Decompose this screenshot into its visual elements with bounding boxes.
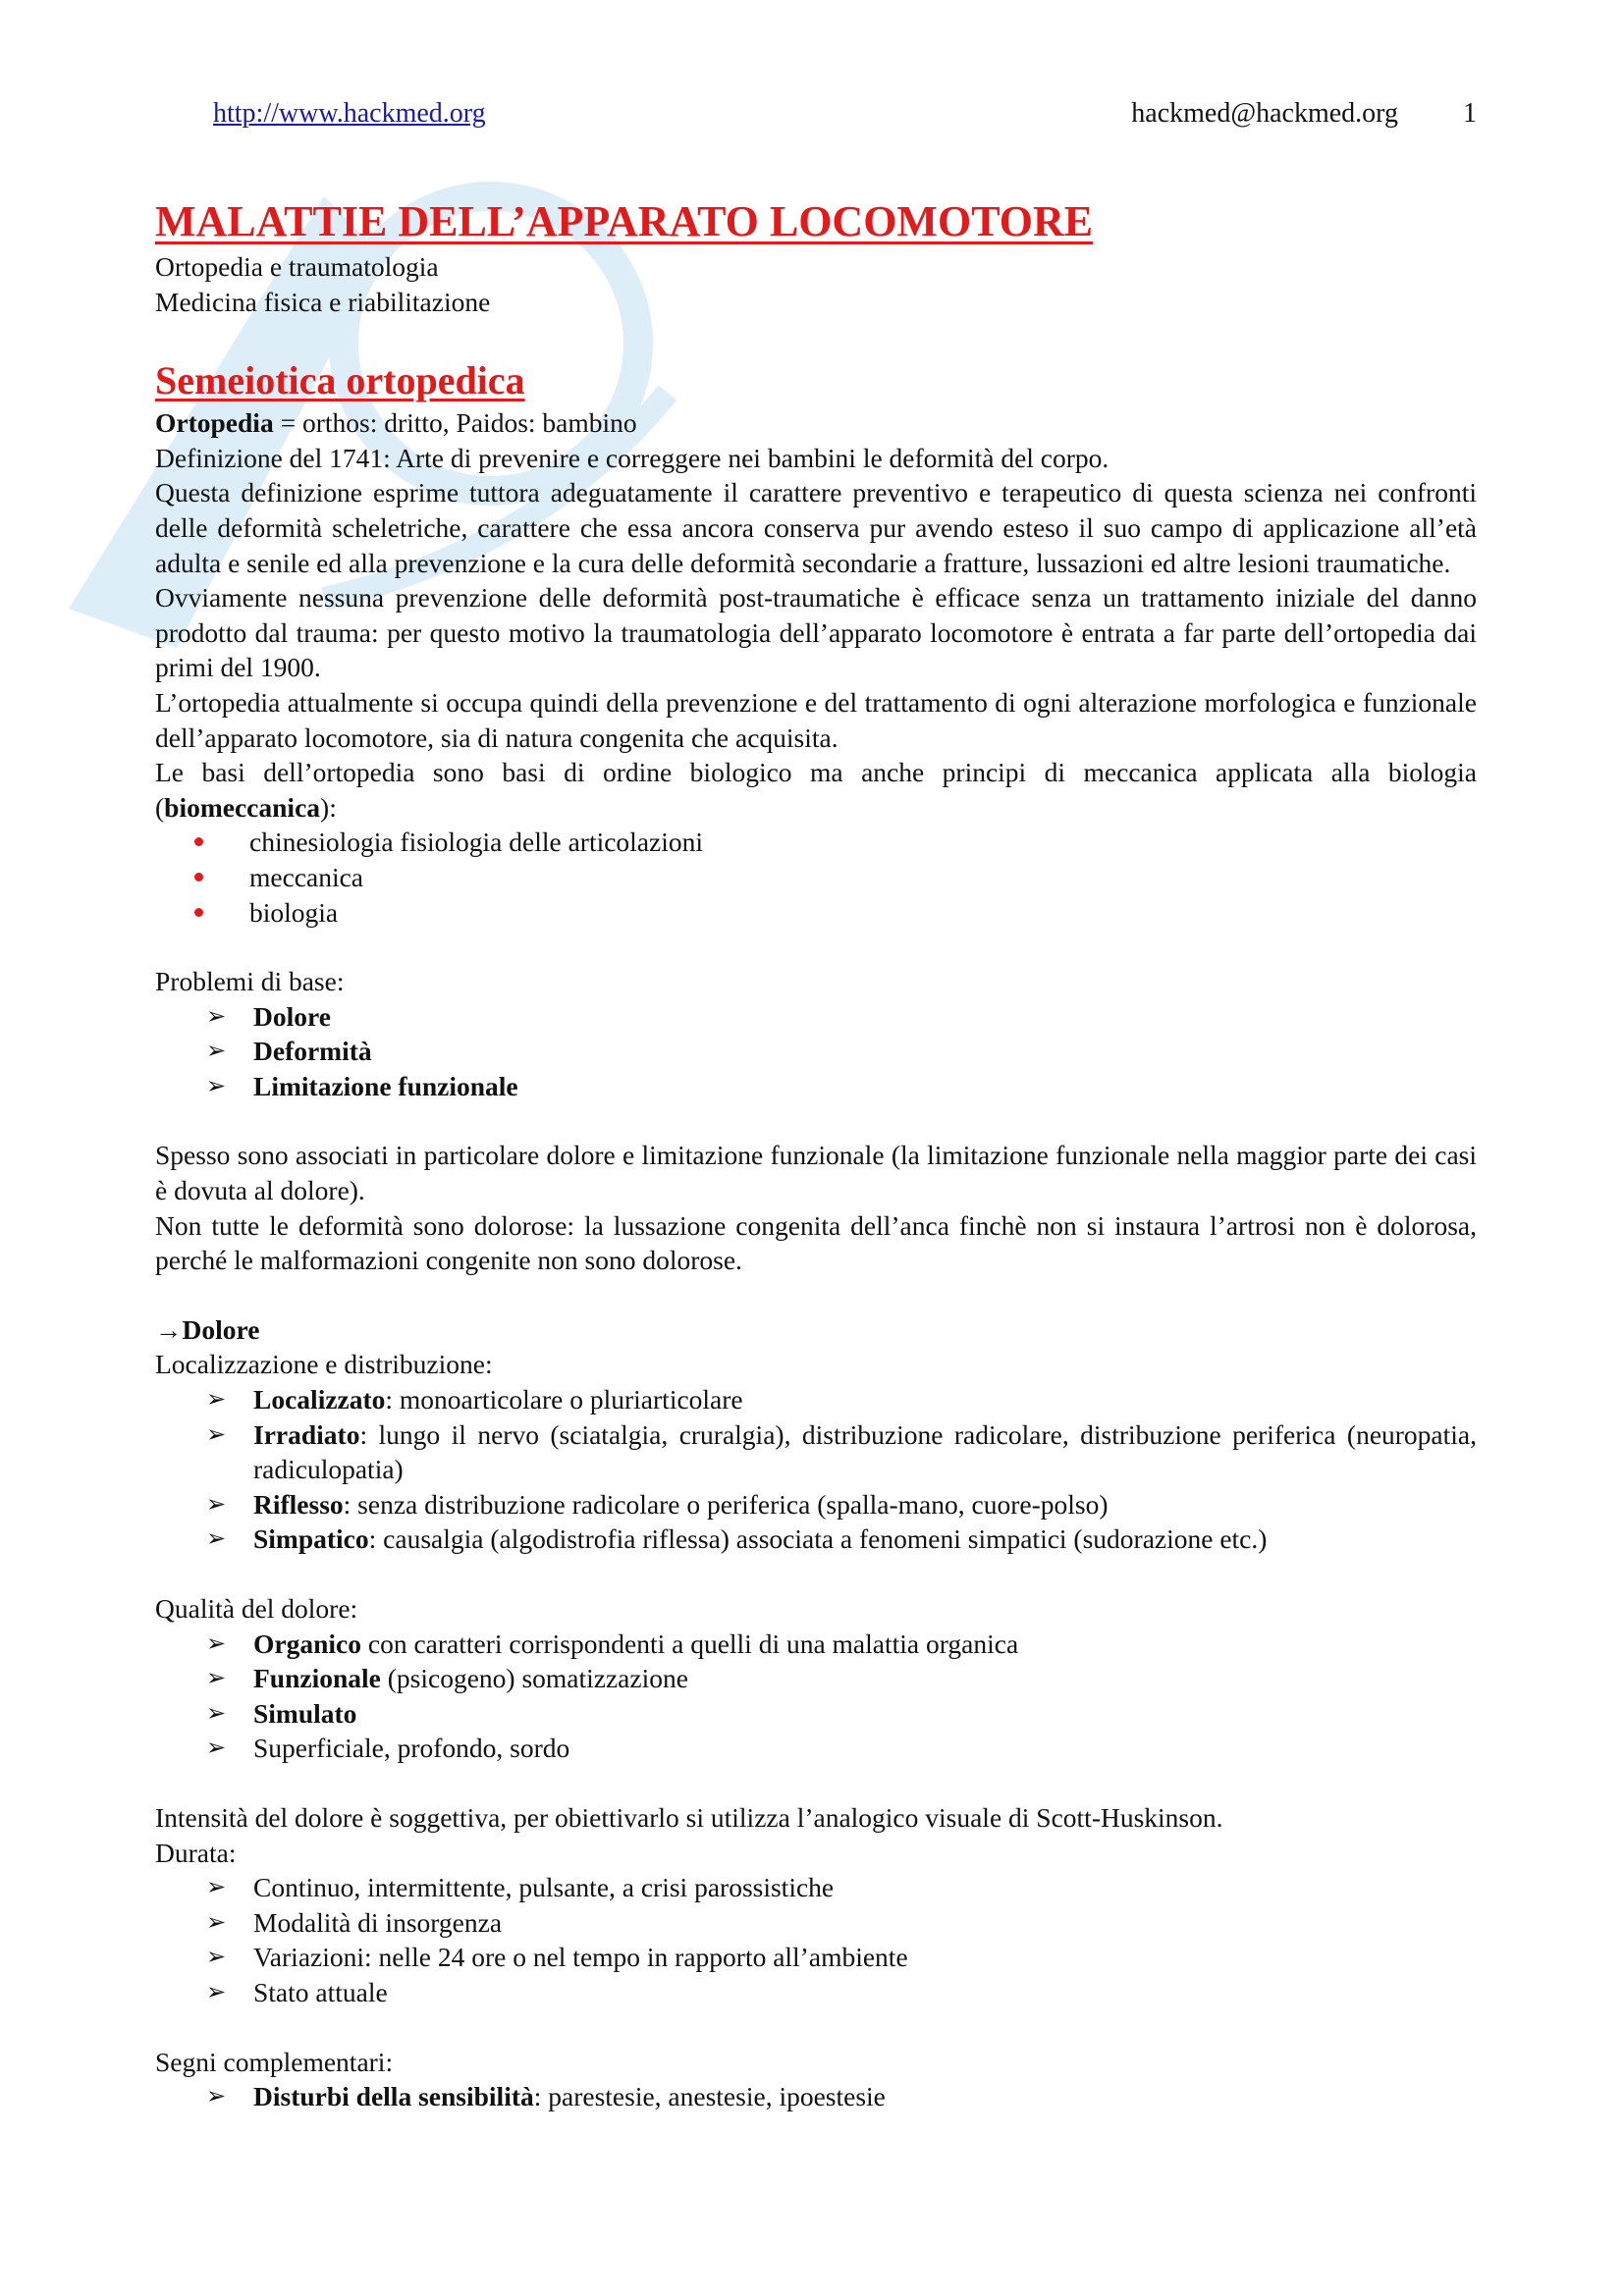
pain-heading	[155, 1312, 1477, 1348]
def-rest: = orthos: dritto, Paidos: bambino	[273, 407, 637, 439]
arrow-bullet-icon: ➢	[206, 1071, 227, 1099]
item-text: : lungo il nervo (sciatalgia, cruralgia), distribuzione radicolare, distribuzione periferica (neuropatia, radiculopatia)	[253, 1418, 1477, 1485]
subtitle-1: Ortopedia e traumatologia	[155, 251, 439, 282]
item-text: : parestesie, anestesie, ipoestesie	[533, 2081, 886, 2112]
signs-list	[155, 2079, 1477, 2114]
item-text: : senza distribuzione radicolare o periferica (spalla-mano, cuore-polso)	[343, 1488, 1109, 1520]
item-term: Organico	[253, 1628, 361, 1659]
def-term: Ortopedia	[155, 407, 274, 439]
item-text: (psicogeno) somatizzazione	[380, 1663, 688, 1694]
item-text: Variazioni: nelle 24 ore o nel tempo in rapporto all’ambiente	[253, 1942, 908, 1973]
arrow-bullet-icon: ➢	[206, 1419, 227, 1448]
para4-bold: biomeccanica	[164, 791, 321, 823]
subtitle-2: Medicina fisica e riabilitazione	[155, 286, 491, 317]
arrow-bullet-icon: ➢	[206, 1385, 227, 1414]
definition-1741: Definizione del 1741: Arte di prevenire e correggere nei bambini le deformità del corpo.	[155, 442, 1109, 473]
header-url-link[interactable]: http://www.hackmed.org	[213, 98, 486, 129]
quality-label: Qualità del dolore:	[155, 1593, 358, 1624]
arrow-bullet-icon: ➢	[206, 1524, 227, 1553]
para4-end: ):	[320, 791, 337, 823]
item-term: Simpatico	[253, 1523, 369, 1555]
list-item	[155, 1069, 1477, 1104]
list-item	[155, 1905, 1477, 1941]
list-item	[155, 1627, 1477, 1662]
list-item	[155, 1417, 1477, 1487]
list-item	[155, 1696, 1477, 1732]
list-item	[155, 2079, 1477, 2114]
list-item	[155, 1487, 1477, 1522]
problems-list	[155, 999, 1477, 1104]
list-item	[155, 1870, 1477, 1905]
problem-term: Dolore	[253, 1000, 331, 1032]
duration-list	[155, 1870, 1477, 2009]
list-item	[155, 1731, 1477, 1766]
localization-list	[155, 1382, 1477, 1557]
paragraph-4	[155, 755, 1477, 825]
item-term: Localizzato	[253, 1384, 386, 1415]
definition-etymology	[155, 405, 1477, 441]
signs-label: Segni complementari:	[155, 2046, 394, 2077]
para4-start: Le basi dell’ortopedia sono basi di ordine biologico ma anche principi di meccanica applicata alla biologia (	[155, 757, 1477, 823]
list-item	[155, 999, 1477, 1035]
list-item	[155, 1382, 1477, 1417]
item-term: Simulato	[253, 1697, 357, 1729]
list-item	[155, 1034, 1477, 1069]
problems-label: Problemi di base:	[155, 966, 345, 997]
list-item	[155, 1661, 1477, 1696]
arrow-bullet-icon: ➢	[206, 2082, 227, 2110]
problem-term: Limitazione funzionale	[253, 1070, 518, 1101]
section-title: Semeiotica ortopedica	[155, 358, 525, 403]
quality-list	[155, 1627, 1477, 1766]
item-text: con caratteri corrispondenti a quelli di una malattia organica	[361, 1628, 1019, 1659]
list-item	[155, 1975, 1477, 2010]
item-term: Riflesso	[253, 1488, 344, 1520]
arrow-bullet-icon: ➢	[206, 1664, 227, 1692]
list-item	[155, 1522, 1477, 1557]
arrow-bullet-icon: ➢	[206, 1629, 227, 1657]
item-term: Irradiato	[253, 1418, 360, 1450]
paragraph-6: Non tutte le deformità sono dolorose: la lussazione congenita dell’anca finchè non si instaura l’artrosi non è dolorosa, perché le malformazioni congenite non sono dolorose.	[155, 1209, 1477, 1276]
header-email: hackmed@hackmed.org	[1131, 98, 1398, 129]
paragraph-1: Questa definizione esprime tuttora adeguatamente il carattere preventivo e terapeutico di questa scienza nei confronti delle deformità scheletriche, carattere che essa ancora conserva pur avendo esteso il suo campo di applicazione all’età adulta e senile ed alla prevenzione e la cura delle deformità secondarie a fratture, lussazioni ed altre lesioni traumatiche.	[155, 477, 1477, 578]
item-text: : causalgia (algodistrofia riflessa) associata a fenomeni simpatici (sudorazione etc.)	[368, 1523, 1268, 1555]
page-number: 1	[1463, 98, 1477, 129]
document-body	[155, 194, 1477, 2114]
list-item: chinesiologia fisiologia delle articolazioni	[155, 825, 1477, 860]
item-text: : monoarticolare o pluriarticolare	[385, 1384, 743, 1415]
right-arrow-icon: →	[155, 1313, 183, 1345]
arrow-bullet-icon: ➢	[206, 1489, 227, 1518]
arrow-bullet-icon: ➢	[206, 1943, 227, 1971]
pain-heading-text: Dolore	[182, 1313, 260, 1345]
document-title: MALATTIE DELL’APPARATO LOCOMOTORE	[155, 197, 1094, 245]
list-item: meccanica	[155, 860, 1477, 895]
list-item: biologia	[155, 895, 1477, 931]
intensity-text: Intensità del dolore è soggettiva, per obiettivarlo si utilizza l’analogico visuale di Scott-Huskinson.	[155, 1801, 1223, 1833]
item-text: Stato attuale	[253, 1976, 388, 2007]
paragraph-2: Ovviamente nessuna prevenzione delle deformità post-traumatiche è efficace senza un trattamento iniziale del danno prodotto dal trauma: per questo motivo la traumatologia dell’apparato locomotore è entrata a far parte dell’ortopedia dai primi del 1900.	[155, 582, 1477, 683]
item-text: Superficiale, profondo, sordo	[253, 1733, 570, 1764]
item-text: Modalità di insorgenza	[253, 1906, 503, 1938]
arrow-bullet-icon: ➢	[206, 1873, 227, 1901]
arrow-bullet-icon: ➢	[206, 1037, 227, 1065]
arrow-bullet-icon: ➢	[206, 1977, 227, 2005]
bases-list	[155, 825, 1477, 930]
arrow-bullet-icon: ➢	[206, 1698, 227, 1727]
paragraph-3: L’ortopedia attualmente si occupa quindi della prevenzione e del trattamento di ogni alterazione morfologica e funzionale dell’apparato locomotore, sia di natura congenita che acquisita.	[155, 686, 1477, 753]
item-term: Funzionale	[253, 1663, 381, 1694]
problem-term: Deformità	[253, 1036, 372, 1067]
list-item	[155, 1940, 1477, 1975]
paragraph-5: Spesso sono associati in particolare dolore e limitazione funzionale (la limitazione funzionale nella maggior parte dei casi è dovuta al dolore).	[155, 1140, 1477, 1206]
item-term: Disturbi della sensibilità	[253, 2081, 534, 2112]
arrow-bullet-icon: ➢	[206, 1001, 227, 1030]
arrow-bullet-icon: ➢	[206, 1734, 227, 1762]
item-text: Continuo, intermittente, pulsante, a crisi parossistiche	[253, 1872, 835, 1903]
page-header	[213, 98, 1477, 137]
localization-label: Localizzazione e distribuzione:	[155, 1349, 493, 1380]
duration-label: Durata:	[155, 1837, 237, 1868]
arrow-bullet-icon: ➢	[206, 1907, 227, 1936]
